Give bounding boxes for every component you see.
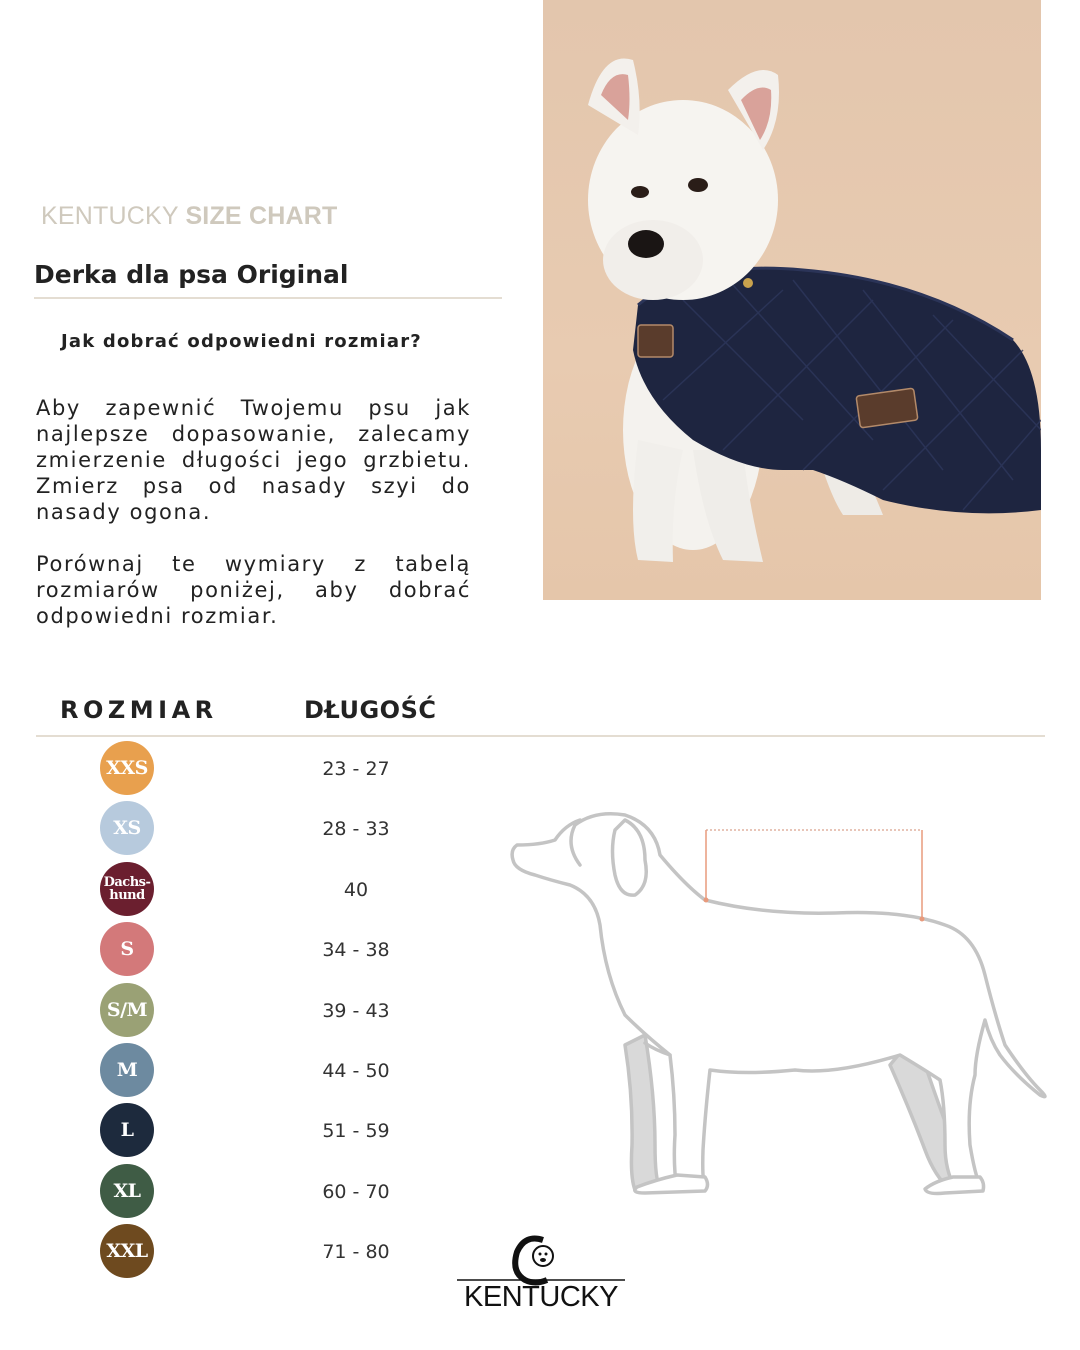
size-column-header: ROZMIAR [60,696,218,724]
length-value-m: 44 - 50 [322,1060,390,1082]
length-value-s: 34 - 38 [322,939,390,961]
size-badge-xl: XL [100,1164,154,1218]
brand-line [41,202,337,231]
dog-in-coat-photo-illustration [543,0,1041,600]
length-value-sm: 39 - 43 [322,1000,390,1022]
brand-name: KENTUCKY [41,202,179,230]
size-badge-l: L [100,1103,154,1157]
size-badge-s: S [100,922,154,976]
length-value-xs: 28 - 33 [322,818,390,840]
product-photo [543,0,1041,600]
size-badge-xxl: XXL [100,1224,154,1278]
length-value-xxl: 71 - 80 [322,1241,390,1263]
length-value-xl: 60 - 70 [322,1181,390,1203]
length-value-xxs: 23 - 27 [322,758,390,780]
logo-text: KENTUCKY [464,1281,618,1313]
chart-label: SIZE CHART [185,202,338,230]
title-divider [34,297,502,299]
size-badge-m: M [100,1043,154,1097]
size-badge-sm: S/M [100,983,154,1037]
length-value-l: 51 - 59 [322,1120,390,1142]
sizing-question: Jak dobrać odpowiedni rozmiar? [61,331,422,352]
product-title: Derka dla psa Original [34,260,349,289]
table-divider [36,735,1045,737]
size-badge-xs: XS [100,801,154,855]
length-value-dachshund: 40 [343,879,369,901]
size-badge-dachshund: Dachs- hund [100,862,154,916]
intro-paragraph-2: Porównaj te wymiary z tabelą rozmiarów poniżej, aby dobrać odpowiedni rozmiar. [36,552,471,628]
size-badge-xxs: XXS [100,741,154,795]
length-column-header: DŁUGOŚĆ [304,696,437,724]
intro-paragraph-1: Aby zapewnić Twojemu psu jak najlepsze dopasowanie, zalecamy zmierzenie długości jego grzbietu. Zmierz psa od nasady szyi do nasady ogona. [36,396,471,524]
dog-measurement-diagram [505,805,1055,1205]
